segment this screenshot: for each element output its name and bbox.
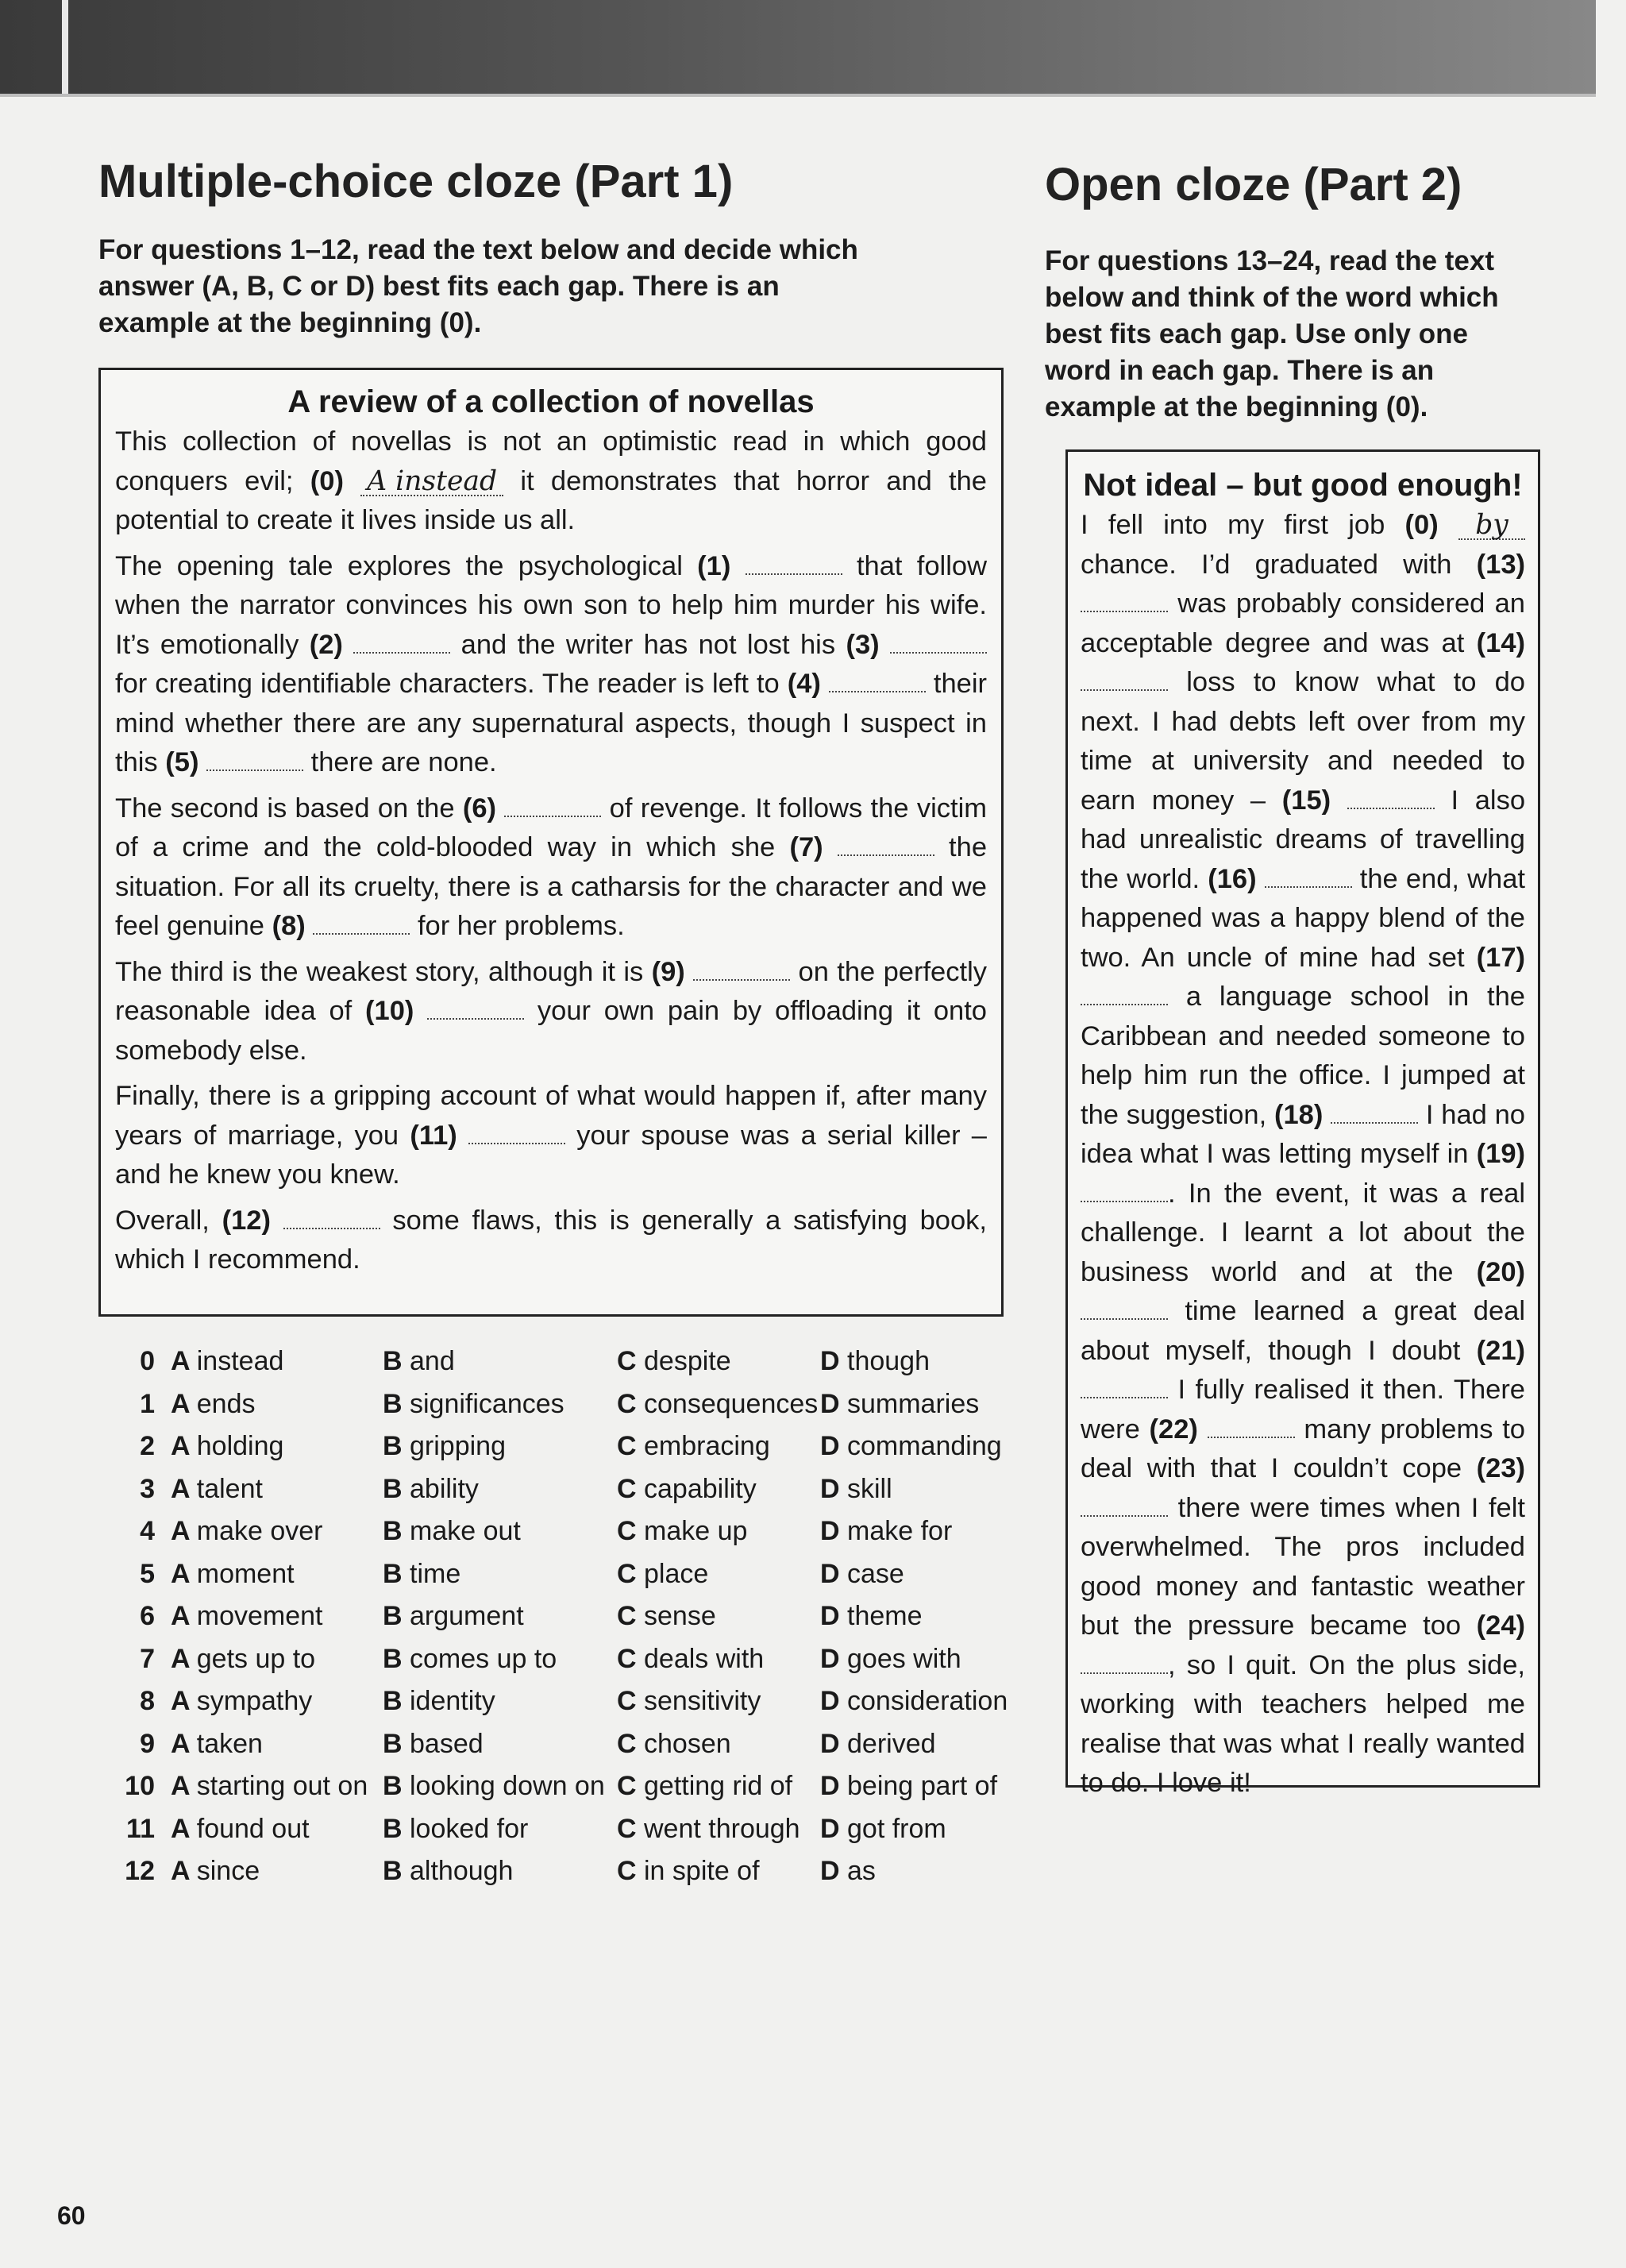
gap-number: (19)	[1476, 1139, 1525, 1169]
header-rule	[0, 94, 1596, 97]
option-d[interactable]: D summaries	[820, 1388, 980, 1419]
question-number: 12	[125, 1856, 155, 1886]
passage-text: I fully realised it then. There were	[1081, 1375, 1525, 1444]
question-number: 5	[140, 1558, 155, 1589]
option-d[interactable]: D skill	[820, 1473, 892, 1504]
part1-paragraph	[115, 547, 987, 783]
option-row	[123, 1468, 1020, 1511]
option-d[interactable]: D though	[820, 1346, 930, 1376]
question-number: 8	[140, 1686, 155, 1716]
gap-number: (4)	[787, 669, 821, 699]
option-row	[123, 1850, 1020, 1893]
gap-number: (11)	[410, 1120, 457, 1151]
gap-blank[interactable]	[1081, 1296, 1168, 1320]
option-b[interactable]: B looking down on	[383, 1771, 605, 1801]
option-a[interactable]: A since	[171, 1856, 260, 1886]
gap-blank[interactable]	[1081, 1493, 1168, 1517]
option-row	[123, 1425, 1020, 1468]
gap-blank[interactable]	[504, 793, 601, 817]
gap-blank[interactable]	[1081, 1650, 1168, 1674]
option-row	[123, 1808, 1020, 1851]
passage-text: The second is based on the	[115, 793, 463, 824]
option-b[interactable]: B significances	[383, 1388, 564, 1419]
gap-number: (24)	[1476, 1610, 1525, 1641]
gap-number: (8)	[272, 911, 306, 941]
passage-text: there are none.	[303, 747, 497, 777]
option-row	[123, 1510, 1020, 1553]
part2-instructions: For questions 13–24, read the text below and think of the word which best fits each gap. Use only one word in each gap. There is an example at the beginning (0).	[1045, 245, 1499, 422]
gap-blank[interactable]	[1081, 667, 1168, 691]
question-number: 3	[140, 1473, 155, 1504]
gap-blank[interactable]	[1081, 1375, 1168, 1398]
option-d[interactable]: D being part of	[820, 1771, 998, 1801]
option-a[interactable]: A found out	[171, 1813, 310, 1844]
option-d[interactable]: D derived	[820, 1728, 936, 1759]
option-c[interactable]: C embracing	[617, 1431, 770, 1461]
option-b[interactable]: B time	[383, 1558, 461, 1589]
part1-instructions: For questions 1–12, read the text below and decide which answer (A, B, C or D) best fits each gap. There is an example at the beginning (0).	[98, 234, 858, 338]
gap-blank[interactable]	[1081, 588, 1168, 612]
part1-paragraph	[115, 422, 987, 541]
option-a[interactable]: A make over	[171, 1516, 323, 1546]
option-row	[123, 1340, 1020, 1383]
option-c[interactable]: C went through	[617, 1813, 800, 1844]
part2-box-title: Not ideal – but good enough!	[1083, 468, 1523, 503]
gap-blank[interactable]	[1081, 1178, 1168, 1202]
gap-blank[interactable]	[427, 996, 524, 1020]
option-d[interactable]: D commanding	[820, 1431, 1002, 1461]
question-number: 9	[140, 1728, 155, 1759]
part2-passage	[1081, 506, 1525, 1803]
option-b[interactable]: B argument	[383, 1601, 524, 1631]
gap-blank[interactable]	[693, 957, 790, 981]
question-number: 2	[140, 1431, 155, 1461]
option-a[interactable]: A sympathy	[171, 1686, 313, 1716]
option-c[interactable]: C deals with	[617, 1643, 765, 1674]
option-row	[123, 1595, 1020, 1638]
passage-text: that follow when the narrator convinces his own son to help him murder his wife. It’s emotionally	[115, 550, 987, 660]
option-row	[123, 1383, 1020, 1426]
passage-text: for creating identifiable characters. The reader is left to	[115, 669, 788, 699]
passage-text: I also had unrealistic dreams of travelling the world.	[1081, 785, 1526, 894]
gap-blank[interactable]	[890, 630, 987, 654]
option-b[interactable]: B identity	[383, 1686, 495, 1716]
passage-text: Overall,	[115, 1205, 222, 1236]
option-a[interactable]: A instead	[171, 1346, 284, 1376]
gap-number: (16)	[1208, 863, 1257, 894]
option-b[interactable]: B make out	[383, 1516, 521, 1546]
passage-text: This collection of novellas is not an optimistic read in which good conquers evil;	[115, 426, 987, 496]
option-b[interactable]: B ability	[383, 1473, 479, 1504]
gap-blank[interactable]	[838, 832, 934, 856]
gap-blank[interactable]	[1347, 785, 1435, 809]
passage-text: loss to know what to do next. I had debts left over from my time at university and needed to earn money –	[1081, 667, 1525, 816]
passage-text: The opening tale explores the psychological	[115, 550, 698, 581]
passage-text: Finally, there is a gripping account of what would happen if, after many years of marriage, you	[115, 1081, 987, 1151]
option-c[interactable]: C in spite of	[617, 1856, 760, 1886]
question-number: 11	[126, 1813, 155, 1844]
gap-blank[interactable]	[468, 1120, 565, 1144]
passage-text: for her problems.	[410, 911, 625, 941]
gap-number: (20)	[1476, 1256, 1525, 1287]
option-d[interactable]: D got from	[820, 1813, 946, 1844]
option-row	[123, 1638, 1020, 1681]
option-d[interactable]: D as	[820, 1856, 876, 1886]
option-c[interactable]: C consequences	[617, 1388, 819, 1419]
gap-number: (23)	[1476, 1453, 1525, 1483]
passage-text: the situation. For all its cruelty, there is a catharsis for the character and we feel genuine	[115, 832, 988, 941]
passage-text: time learned a great deal about myself, though I doubt	[1081, 1296, 1525, 1366]
gap-number: (10)	[365, 996, 414, 1026]
gap-number: (0)	[1404, 510, 1439, 540]
option-row	[123, 1680, 1020, 1723]
question-number: 6	[140, 1601, 155, 1631]
question-number: 4	[140, 1516, 155, 1546]
part2-paragraph	[1081, 506, 1525, 1803]
gap-number: (14)	[1476, 627, 1525, 658]
gap-number: (21)	[1476, 1335, 1525, 1366]
option-c[interactable]: C despite	[617, 1346, 731, 1376]
option-a[interactable]: A ends	[171, 1388, 256, 1419]
passage-text: , so I quit. On the plus side, working with teachers helped me realise that was what I really wanted to do. I love it!	[1081, 1649, 1525, 1798]
option-b[interactable]: B and	[383, 1346, 455, 1376]
option-c[interactable]: C place	[617, 1558, 709, 1589]
passage-text: a language school in the Caribbean and needed someone to help him run the office. I jumped at the suggestion,	[1081, 982, 1525, 1130]
gap-number: (6)	[462, 793, 496, 824]
passage-text: chance. I’d graduated with	[1081, 549, 1477, 580]
passage-text: . In the event, it was a real challenge. I learnt a lot about the business world and at the	[1081, 1178, 1525, 1287]
header-band-divider	[62, 0, 68, 94]
passage-text: there were times when I felt overwhelmed. The pros included good money and fantastic weather but the pressure became too	[1081, 1492, 1525, 1641]
example-answer: by	[1458, 511, 1525, 540]
option-d[interactable]: D consideration	[820, 1686, 1008, 1716]
part1-paragraph	[115, 789, 987, 947]
gap-number: (13)	[1476, 549, 1525, 580]
passage-text: many problems to deal with that I couldn’t cope	[1081, 1414, 1525, 1483]
question-number: 0	[140, 1346, 155, 1376]
gap-number: (9)	[651, 956, 685, 987]
answer-options	[123, 1340, 1020, 1893]
option-c[interactable]: C capability	[617, 1473, 757, 1504]
part1-paragraph	[115, 1202, 987, 1280]
gap-number: (22)	[1149, 1414, 1198, 1444]
option-b[interactable]: B gripping	[383, 1431, 506, 1461]
option-a[interactable]: A holding	[171, 1431, 284, 1461]
option-a[interactable]: A gets up to	[171, 1643, 316, 1674]
gap-number: (17)	[1476, 942, 1525, 973]
part1-text-box	[98, 368, 1004, 1317]
passage-text: of revenge. It follows the victim of a crime and the cold-blooded way in which she	[115, 793, 987, 862]
gap-blank[interactable]	[1331, 1100, 1418, 1124]
gap-blank[interactable]	[1265, 864, 1352, 888]
option-d[interactable]: D theme	[820, 1601, 923, 1631]
option-c[interactable]: C getting rid of	[617, 1771, 793, 1801]
passage-text: was probably considered an acceptable degree and was at	[1081, 588, 1525, 658]
part2-text-box	[1065, 449, 1540, 1798]
option-row	[123, 1765, 1020, 1808]
passage-text: your spouse was a serial killer – and he knew you knew.	[115, 1120, 987, 1190]
part1-box-title: A review of a collection of novellas	[287, 384, 815, 419]
question-number: 10	[125, 1771, 155, 1801]
example-answer: A instead	[360, 468, 503, 496]
gap-blank[interactable]	[313, 911, 410, 935]
part2-heading: Open cloze (Part 2)	[1045, 159, 1462, 210]
passage-text: The third is the weakest story, although it is	[115, 956, 652, 987]
gap-blank[interactable]	[746, 551, 842, 575]
passage-text: I had no idea what I was letting myself in	[1081, 1099, 1525, 1169]
part1-paragraph	[115, 953, 987, 1071]
gap-number: (7)	[789, 832, 823, 862]
option-b[interactable]: B based	[383, 1728, 484, 1759]
gap-number: (2)	[309, 629, 343, 660]
option-d[interactable]: D goes with	[820, 1643, 961, 1674]
passage-text: and the writer has not lost his	[450, 629, 846, 660]
option-a[interactable]: A movement	[171, 1601, 323, 1631]
part1-heading: Multiple-choice cloze (Part 1)	[98, 156, 734, 207]
option-d[interactable]: D make for	[820, 1516, 953, 1546]
gap-blank[interactable]	[829, 669, 926, 692]
part1-passage	[115, 422, 987, 1280]
gap-blank[interactable]	[206, 747, 303, 771]
option-c[interactable]: C make up	[617, 1516, 748, 1546]
option-d[interactable]: D case	[820, 1558, 904, 1589]
option-a[interactable]: A taken	[171, 1728, 263, 1759]
header-band	[0, 0, 1596, 94]
passage-text: I fell into my first job	[1081, 510, 1405, 540]
option-c[interactable]: C chosen	[617, 1728, 731, 1759]
option-row	[123, 1723, 1020, 1766]
option-a[interactable]: A moment	[171, 1558, 295, 1589]
option-b[interactable]: B although	[383, 1856, 514, 1886]
passage-text: on the perfectly reasonable idea of	[115, 956, 987, 1026]
option-b[interactable]: B looked for	[383, 1813, 529, 1844]
option-c[interactable]: C sensitivity	[617, 1686, 761, 1716]
passage-text: your own pain by offloading it onto somebody else.	[115, 996, 987, 1066]
passage-text: some flaws, this is generally a satisfying book, which I recommend.	[115, 1205, 987, 1275]
gap-number: (0)	[310, 465, 344, 496]
gap-number: (12)	[222, 1205, 271, 1236]
gap-number: (15)	[1281, 785, 1331, 816]
gap-number: (5)	[165, 747, 199, 777]
passage-text: the end, what happened was a happy blend of the two. An uncle of mine had set	[1081, 863, 1525, 973]
option-a[interactable]: A starting out on	[171, 1771, 368, 1801]
gap-number: (3)	[846, 629, 880, 660]
gap-number: (18)	[1273, 1099, 1324, 1130]
gap-blank[interactable]	[1081, 982, 1168, 1005]
question-number: 1	[140, 1388, 155, 1419]
part1-paragraph	[115, 1077, 987, 1195]
option-b[interactable]: B comes up to	[383, 1643, 557, 1674]
gap-number: (1)	[697, 550, 731, 581]
option-c[interactable]: C sense	[617, 1601, 716, 1631]
option-a[interactable]: A talent	[171, 1473, 263, 1504]
option-row	[123, 1553, 1020, 1596]
question-number: 7	[140, 1643, 155, 1674]
gap-blank[interactable]	[283, 1205, 380, 1229]
page-number: 60	[57, 2201, 86, 2230]
passage-text: their mind whether there are any supernatural aspects, though I suspect in this	[115, 669, 987, 777]
passage-text: it demonstrates that horror and the potential to create it lives inside us all.	[115, 465, 987, 535]
gap-blank[interactable]	[1208, 1414, 1295, 1438]
gap-blank[interactable]	[353, 630, 450, 654]
